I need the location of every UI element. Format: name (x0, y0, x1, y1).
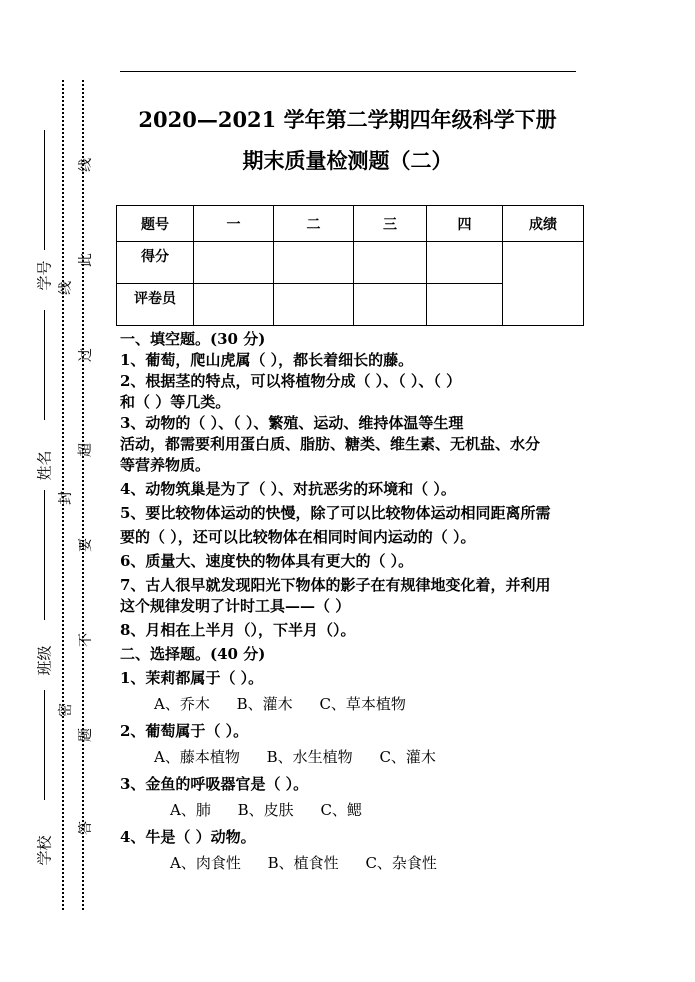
score-row-label: 评卷员 (117, 284, 194, 326)
score-cell (427, 284, 503, 326)
score-cell (354, 242, 427, 284)
choice-option: C、鳃 (320, 801, 362, 819)
exam-body (120, 329, 590, 880)
question-line: 3、动物的（ ）、（ ）、繁殖、运动、维持体温等生理 (120, 414, 464, 432)
seal-char: 此 (78, 253, 94, 267)
score-cell (194, 242, 274, 284)
question-line: 8、月相在上半月（），下半月（）。 (120, 621, 356, 639)
seal-char: 线 (78, 158, 94, 172)
question-line: 4、动物筑巢是为了（ ）、对抗恶劣的环境和（ ）。 (120, 480, 456, 498)
score-header-cell: 二 (274, 206, 354, 242)
seal-char: 题 (78, 728, 94, 742)
choice-option: B、皮肤 (237, 801, 294, 819)
question-line: 活动，都需要利用蛋白质、脂肪、糖类、维生素、无机盐、水分 (120, 435, 541, 453)
score-header-cell: 三 (354, 206, 427, 242)
binding-dotted-line (82, 80, 84, 910)
question-line: 和（ ）等几类。 (120, 393, 231, 411)
score-header-cell: 一 (194, 206, 274, 242)
seal-char: 超 (78, 443, 94, 457)
choice-stem: 1、茉莉都属于（ ）。 (120, 669, 264, 687)
blank-line (44, 690, 45, 800)
section-heading: 一、填空题。(30 分) (120, 330, 266, 348)
choice-option: A、藤本植物 (154, 748, 240, 766)
blank-line (44, 130, 45, 250)
choice-options (120, 853, 590, 874)
total-score-cell (503, 242, 584, 326)
blank-line (44, 490, 45, 620)
question-line: 7、古人很早就发现阳光下物体的影子在有规律地变化着，并利用 (120, 576, 551, 594)
score-header-cell: 四 (427, 206, 503, 242)
score-table (116, 205, 584, 326)
question-line: 6、质量大、速度快的物体具有更大的（ ）。 (120, 552, 414, 570)
score-cell (274, 242, 354, 284)
page-title: 2020—2021 学年第二学期四年级科学下册 (138, 107, 557, 132)
choice-stem: 3、金鱼的呼吸器官是（ ）。 (120, 775, 309, 793)
score-header-cell: 题号 (117, 206, 194, 242)
question-line: 5、要比较物体运动的快慢，除了可以比较物体运动相同距离所需 (120, 504, 551, 522)
seal-char: 过 (78, 348, 94, 362)
blank-line (44, 310, 45, 420)
score-cell (354, 284, 427, 326)
school-label: 学校 (35, 835, 54, 866)
choice-stem: 4、牛是（ ）动物。 (120, 828, 256, 846)
choice-options (120, 800, 590, 821)
page-subtitle: 期末质量检测题（二） (242, 148, 453, 173)
score-cell (194, 284, 274, 326)
score-cell (274, 284, 354, 326)
student-id-label: 学号 (35, 260, 54, 291)
question-line: 这个规律发明了计时工具——（ ） (120, 597, 351, 615)
choice-options (120, 694, 590, 715)
seal-char: 密 (58, 703, 74, 717)
choice-option: C、灌木 (379, 748, 436, 766)
seal-char: 不 (78, 633, 94, 647)
section-heading: 二、选择题。(40 分) (120, 645, 266, 663)
choice-option: C、杂食性 (365, 854, 437, 872)
question-line: 1、葡萄，爬山虎属（ ），都长着细长的藤。 (120, 351, 414, 369)
score-cell (427, 242, 503, 284)
seal-char: 要 (78, 538, 94, 552)
question-line: 2、根据茎的特点，可以将植物分成（ ）、（ ）、（ ） (120, 372, 462, 390)
choice-option: C、草本植物 (319, 695, 406, 713)
score-row-label: 得分 (117, 242, 194, 284)
choice-stem: 2、葡萄属于（ ）。 (120, 722, 249, 740)
student-name-label: 姓名 (35, 450, 54, 481)
top-rule (120, 71, 576, 72)
seal-char: 封 (58, 491, 74, 505)
choice-option: A、肺 (170, 801, 211, 819)
class-label: 班级 (35, 645, 54, 676)
choice-option: B、水生植物 (266, 748, 353, 766)
choice-options (120, 747, 590, 768)
question-line: 等营养物质。 (120, 456, 211, 474)
seal-char: 答 (78, 821, 94, 835)
choice-option: B、灌木 (236, 695, 293, 713)
score-header-cell: 成绩 (503, 206, 584, 242)
question-line: 要的（ ），还可以比较物体在相同时间内运动的（ ）。 (120, 528, 476, 546)
seal-char: 线 (58, 281, 74, 295)
choice-option: A、肉食性 (170, 854, 241, 872)
choice-option: B、植食性 (267, 854, 339, 872)
choice-option: A、乔木 (154, 695, 210, 713)
